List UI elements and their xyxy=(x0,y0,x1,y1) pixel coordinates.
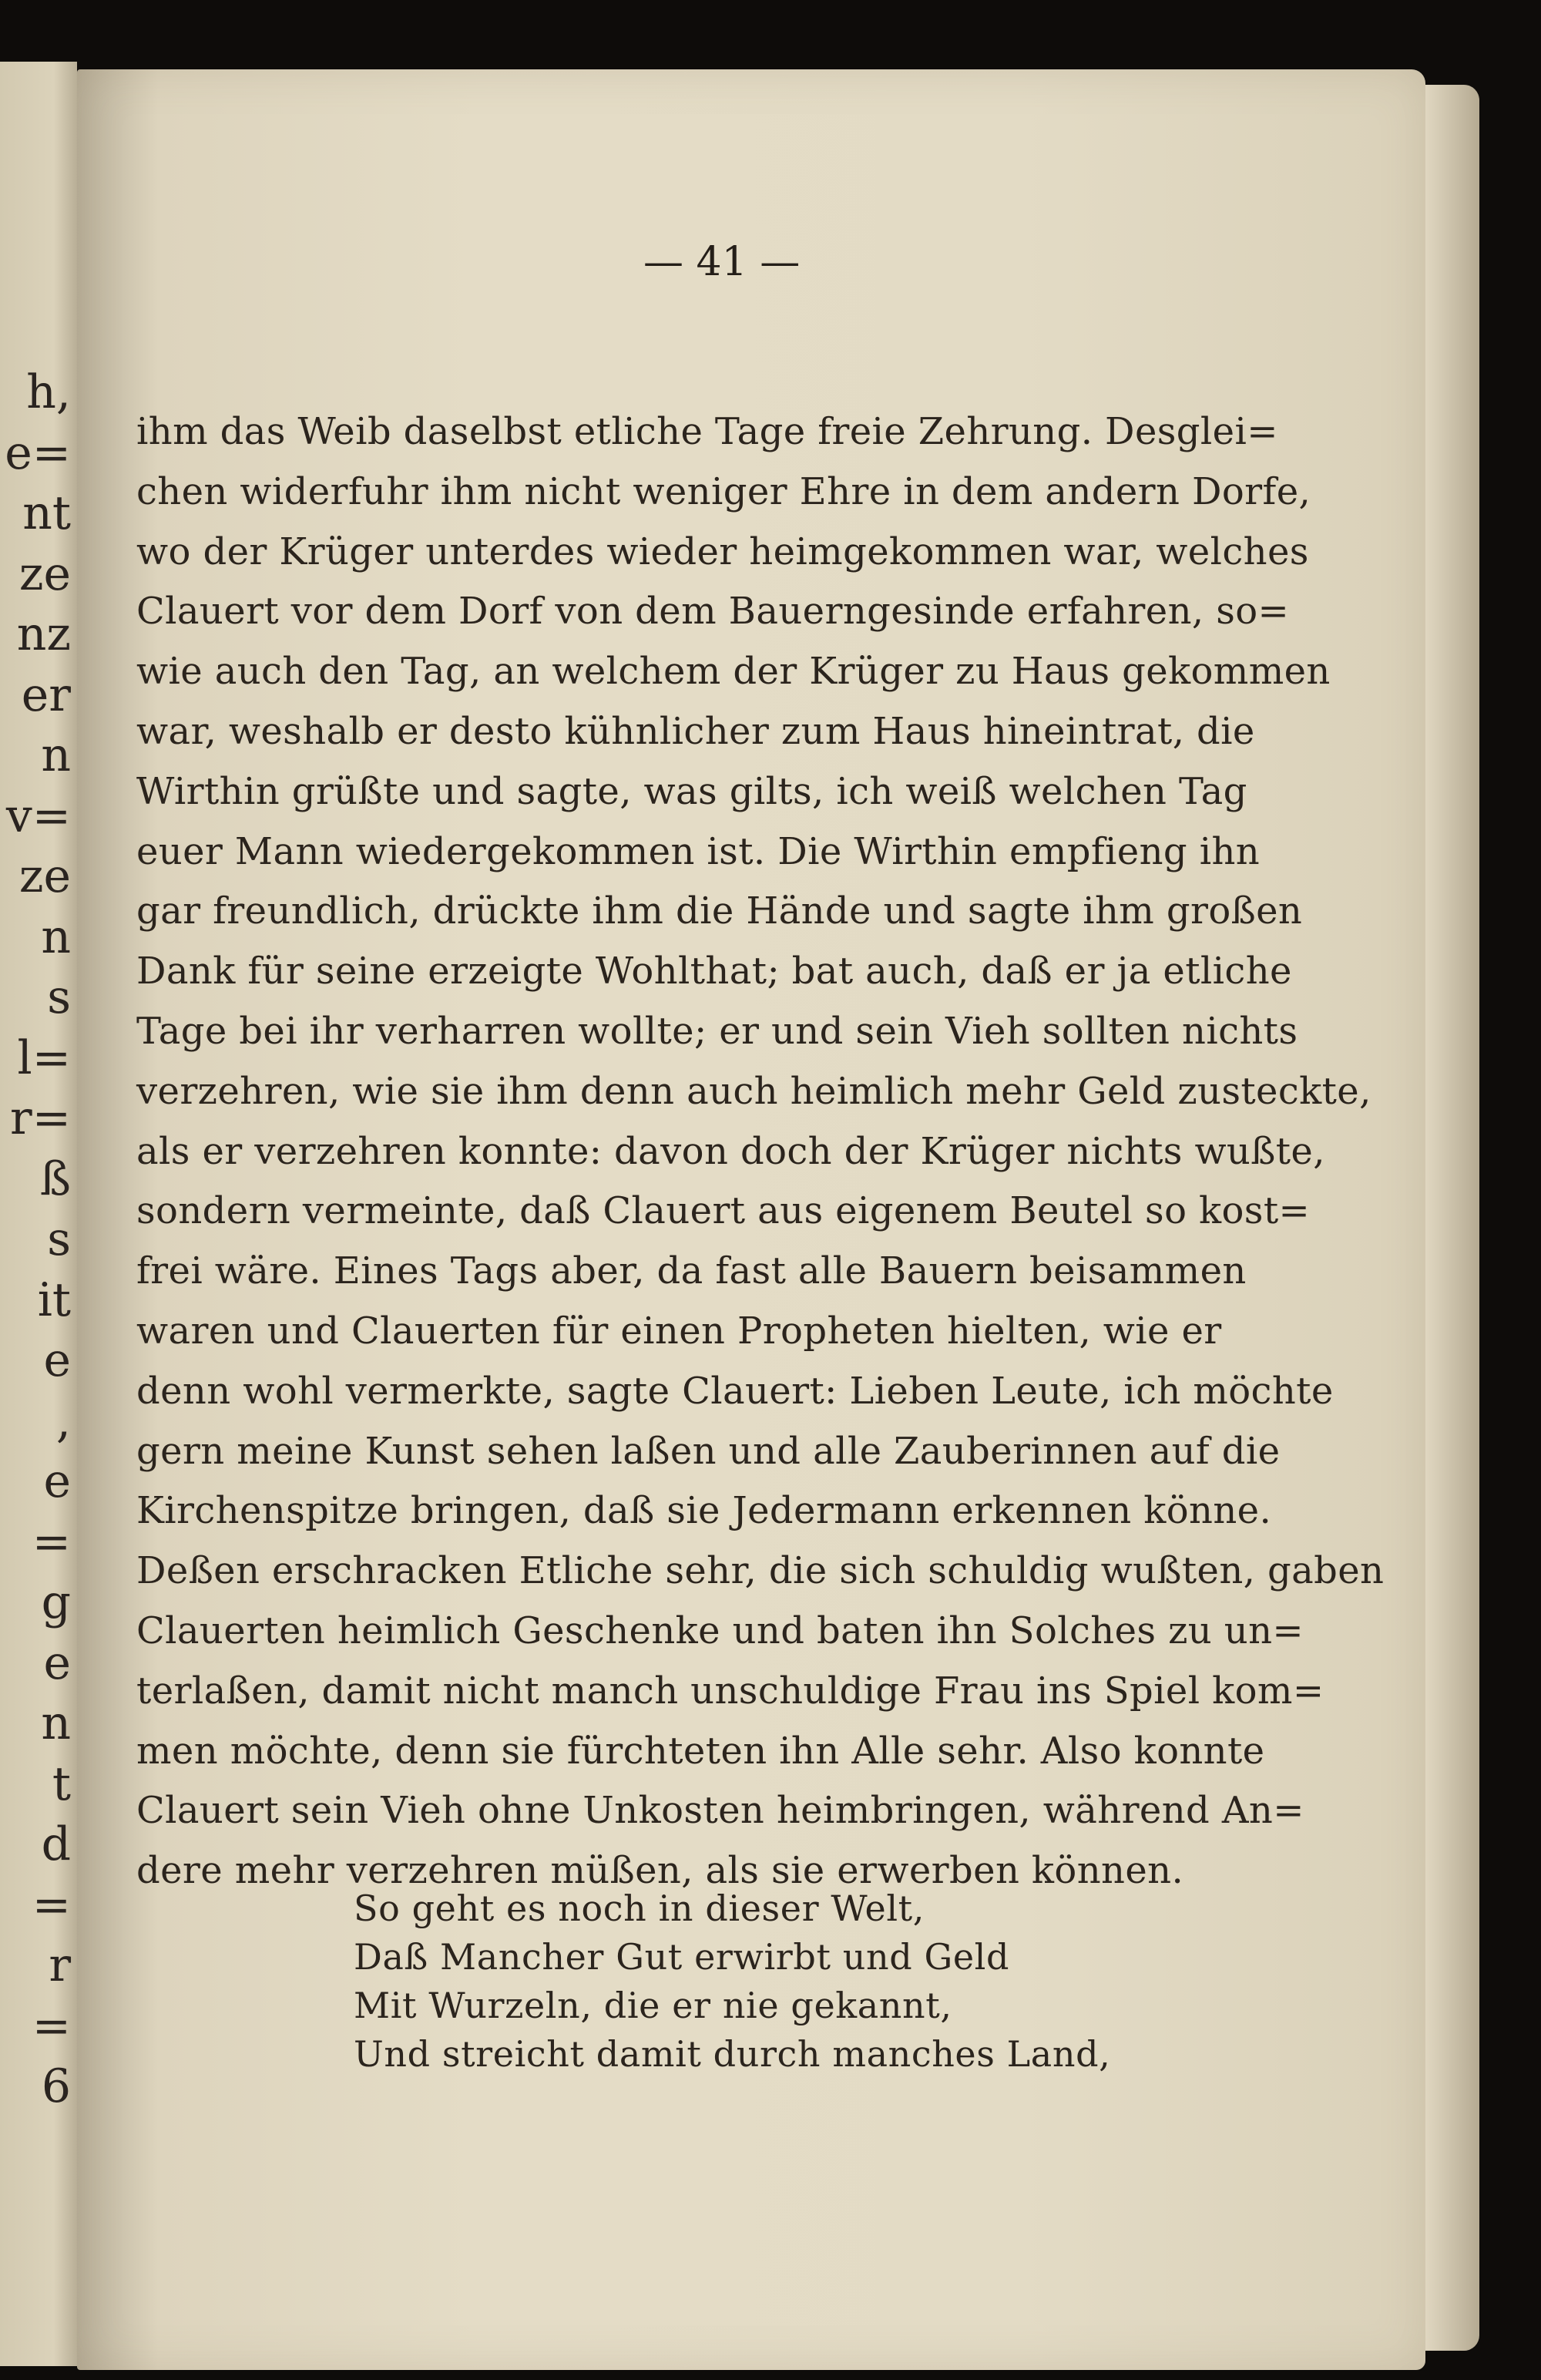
text-line: dere mehr verzehren müßen, als sie erwerben können. xyxy=(136,1849,1184,1893)
text-line: Dank für seine erzeigte Wohlthat; bat auch, daß er ja etliche xyxy=(136,950,1292,993)
left-page-edge-letter: r xyxy=(49,1938,71,1992)
text-line: wie auch den Tag, an welchem der Krüger zu Haus gekommen xyxy=(136,650,1331,694)
left-page-edge-letter: s xyxy=(47,1212,71,1266)
text-line: gar freundlich, drückte ihm die Hände und sagte ihm großen xyxy=(136,889,1303,933)
left-page-edge-letter: t xyxy=(52,1756,71,1811)
left-page-edge-letter: n xyxy=(41,1696,71,1750)
text-line: waren und Clauerten für einen Propheten hielten, wie er xyxy=(136,1309,1222,1353)
left-page-edge-letter: n xyxy=(41,728,71,782)
left-page-edge-letter: 6 xyxy=(41,2059,71,2113)
text-line: Tage bei ihr verharren wollte; er und sein Vieh sollten nichts xyxy=(136,1009,1298,1053)
left-page-edge-letter: nt xyxy=(22,486,71,540)
left-page-edge-letter: ß xyxy=(39,1151,71,1206)
text-line: Clauert vor dem Dorf von dem Bauerngesinde erfahren, so= xyxy=(136,590,1290,634)
text-line: wo der Krüger unterdes wieder heimgekommen war, welches xyxy=(136,529,1309,573)
left-page-edge-letter: s xyxy=(47,970,71,1024)
text-line: euer Mann wiedergekommen ist. Die Wirthin empfieng ihn xyxy=(136,829,1261,873)
text-line: Kirchenspitze bringen, daß sie Jedermann erkennen könne. xyxy=(136,1489,1272,1533)
left-page-edge-letter: n xyxy=(41,909,71,964)
left-page-edge-letter: h, xyxy=(26,365,71,419)
left-page-edge-letter: nz xyxy=(16,607,71,661)
left-page-edge-letter: = xyxy=(32,1877,71,1932)
left-page-edge-letter: , xyxy=(55,1393,71,1448)
text-line: Clauert sein Vieh ohne Unkosten heimbringen, während An= xyxy=(136,1789,1304,1833)
text-line: verzehren, wie sie ihm denn auch heimlich mehr Geld zusteckte, xyxy=(136,1069,1371,1113)
text-line: terlaßen, damit nicht manch unschuldige Frau ins Spiel kom= xyxy=(136,1669,1324,1713)
left-page-edge-letter: e xyxy=(43,1333,71,1387)
text-line: gern meine Kunst sehen laßen und alle Zauberinnen auf die xyxy=(136,1429,1281,1473)
left-page-edge-letter: e xyxy=(43,1454,71,1508)
left-page-edge-letter: ze xyxy=(18,849,71,903)
left-page-edge-letter: g xyxy=(41,1575,71,1629)
left-page-edge-letter: d xyxy=(41,1817,71,1871)
text-line: Wirthin grüßte und sagte, was gilts, ich weiß welchen Tag xyxy=(136,769,1247,813)
text-line: als er verzehren konnte: davon doch der Krüger nichts wußte, xyxy=(136,1129,1325,1173)
poem-line: Und streicht damit durch manches Land, xyxy=(354,2033,1111,2075)
left-page-edge-letter: l= xyxy=(17,1030,71,1085)
text-line: Clauerten heimlich Geschenke und baten ihn Solches zu un= xyxy=(136,1609,1304,1652)
text-line: frei wäre. Eines Tags aber, da fast alle Bauern beisammen xyxy=(136,1249,1247,1293)
left-page-edge-letter: r= xyxy=(10,1091,71,1145)
text-line: sondern vermeinte, daß Clauert aus eigenem Beutel so kost= xyxy=(136,1189,1311,1233)
poem-line: So geht es noch in dieser Welt, xyxy=(354,1888,925,1929)
left-page-edge-letter: v= xyxy=(5,788,71,843)
poem-line: Daß Mancher Gut erwirbt und Geld xyxy=(354,1936,1009,1978)
text-line: denn wohl vermerkte, sagte Clauert: Lieben Leute, ich möchte xyxy=(136,1369,1334,1413)
body-text xyxy=(136,402,1385,1901)
left-page-edge xyxy=(0,62,77,2366)
text-line: war, weshalb er desto kühnlicher zum Haus hineintrat, die xyxy=(136,709,1255,753)
text-line: chen widerfuhr ihm nicht weniger Ehre in dem andern Dorfe, xyxy=(136,469,1311,513)
left-page-edge-letter: it xyxy=(37,1272,71,1327)
left-page-edge-letter: e xyxy=(43,1635,71,1690)
poem xyxy=(354,1884,1278,2079)
left-page-edge-letter: e= xyxy=(5,425,71,480)
page xyxy=(77,69,1425,2370)
left-page-edge-text xyxy=(2,362,71,2117)
left-page-edge-letter: = xyxy=(32,1998,71,2053)
text-line: men möchte, denn sie fürchteten ihn Alle sehr. Also konnte xyxy=(136,1729,1265,1773)
poem-line: Mit Wurzeln, die er nie gekannt, xyxy=(354,1985,952,2026)
left-page-edge-letter: ze xyxy=(18,546,71,601)
left-page-edge-letter: = xyxy=(32,1514,71,1569)
text-line: ihm das Weib daselbst etliche Tage freie Zehrung. Desglei= xyxy=(136,410,1278,453)
text-line: Deßen erschracken Etliche sehr, die sich schuldig wußten, gaben xyxy=(136,1549,1385,1593)
left-page-edge-letter: er xyxy=(21,667,71,722)
page-number: — 41 — xyxy=(643,239,801,285)
